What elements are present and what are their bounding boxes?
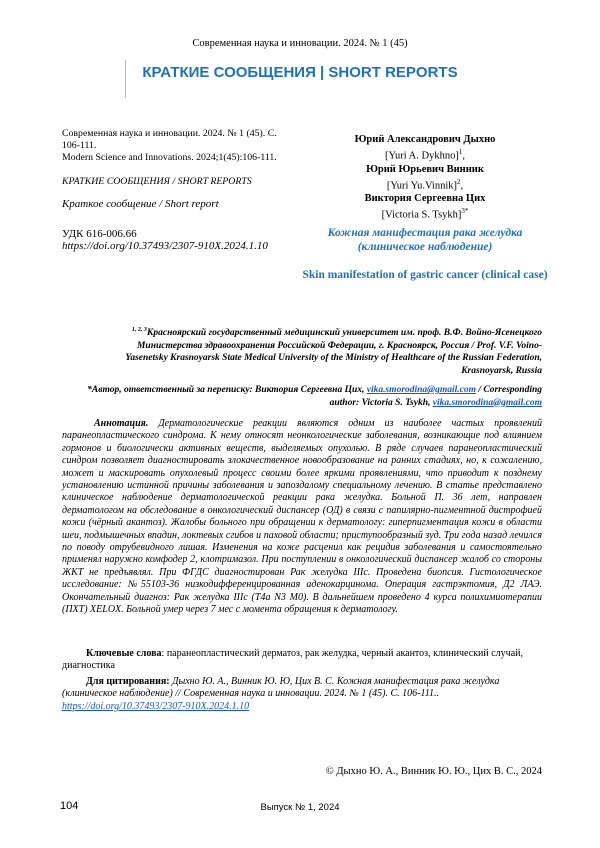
article-meta: [62, 128, 292, 252]
udk: УДК 616-006.66: [62, 228, 137, 240]
author-latin: [Yuri A. Dykhno]$^1$,: [385, 148, 465, 162]
page-number: 104: [60, 800, 79, 812]
author-latin: [Yuri Yu.Vinnik]$^2$,: [386, 177, 464, 191]
keywords-label: Ключевые слова: [86, 648, 162, 659]
email-link[interactable]: vika.smorodina@gmail.com: [366, 385, 476, 395]
author-name: Юрий Александрович Дыхно: [354, 134, 496, 145]
article-title-ru: Кожная манифестация рака желудка (клиническое наблюдение): [327, 227, 523, 253]
article-type: Краткое сообщение / Short report: [62, 198, 219, 210]
author-name: Виктория Сергеевна Цих: [364, 193, 486, 204]
email-link[interactable]: vika.smorodina@gmail.com: [432, 397, 542, 408]
header-divider: [125, 60, 126, 98]
citation-ru: Современная наука и инновации. 2024. № 1 (45). С. 106-111.: [62, 128, 277, 151]
issue-footer: Выпуск № 1, 2024: [260, 802, 340, 813]
author-latin: [Victoria S. Tsykh]$^{3*}$: [381, 207, 469, 221]
cite-label: Для цитирования:: [86, 676, 170, 687]
rubric: КРАТКИЕ СООБЩЕНИЯ / SHORT REPORTS: [62, 176, 252, 187]
doi: https://doi.org/10.37493/2307-910X.2024.1.10: [62, 240, 268, 252]
author-name: Юрий Юрьевич Винник: [366, 163, 484, 175]
article-title-en: Skin manifestation of gastric cancer (clinical case): [302, 269, 548, 281]
correspondence: *Автор, ответственный за переписку: Виктория Сергеевна Цих, vika.smorodina@gmail.com / Corresponding author: Victoria S. Tsykh, vika.smorodina@gmail.com: [87, 385, 542, 408]
doi-link[interactable]: https://doi.org/10.37493/2307-910X.2024.1.10: [62, 700, 250, 712]
citation-en: Modern Science and Innovations. 2024;1(45):106-111.: [62, 152, 277, 163]
how-to-cite: Для цитирования: Дыхно Ю. А., Винник Ю. Ю, Цих В. С. Кожная манифестация рака желудка (клиническое наблюдение) // Современная наука и инновации. 2024. № 1 (45). С. 106-111.. https://doi.org/10.37493/2307-910X.2024.1.10: [62, 676, 500, 712]
keywords: Ключевые слова: паранеопластический дерматоз, рак желудка, черный акантоз, клинический случай, диагностика: [62, 648, 523, 672]
affiliation: $^{1, 2, 3}$Красноярский государственный медицинский университет им. проф. В.Ф. Войно-Ясенецкого Министерства здравоохранения Российской Федерации, г. Красноярск, Россия / Prof. V.F. Voino-Yasenetsky Krasnoyarsk State Medical University of the Ministry of Healthcare of the Russian Federation, Krasnoyarsk, Russia: [125, 327, 542, 376]
running-header: Современная наука и инновации. 2024. № 1 (45): [192, 38, 408, 49]
section-title: КРАТКИЕ СООБЩЕНИЯ | SHORT REPORTS: [142, 64, 458, 81]
author-list: [300, 133, 550, 222]
abstract-label: Аннотация.: [94, 418, 149, 429]
abstract: Аннотация. Дерматологические реакции являются одним из наиболее частых проявлений паранеопластического синдрома. К нему относят неонкологические заболевания, возникающие под влиянием гормонов и биологически активных веществ, выделяемых опухолью. В ряде случаев паранеопластический синдром позволяет диагностировать злокачественное новообразование на ранних стадиях, но, к сожалению, может и маскировать опухолевый процесс своими более яркими проявлениями, что приводит к позднему установлению истинной причины заболевания и запоздалому специальному лечению. В статье представлено клиническое наблюдение дерматологической реакции рака желудка. Больной П. 36 лет, направлен дерматологом на обследование в онкологический диспансер (ОД) в связи с папилярно-пигментной дистрофией кожи (чёрный акантоз). Жалобы больного при обращении к дерматологу: гиперпигментация кожи в области шеи, подмышечных впадин, локтевых сгибов и паховой области; приступообразный зуд. Три года назад лечился по поводу отрубевидного лишая. Изменения на коже расценил как рецидив заболевания и самостоятельно применял наружно комфодер 2, клотримазол. При поступлении в онкологический диспансер жалоб со стороны ЖКТ не предъявлял. При ФГДС диагностирован Рак желудка IIIc. Проведена биопсия. Гистологическое исследование: №55103-36 низкодифференцированная аденокарцинома. Операция гастрэктомия, Д2 ЛАЭ. Окончательный диагноз: Рак желудка IIIc (T4a N3 M0). В дальнейшем проведено 4 курса полихимиотерапии (ПХТ) XELOX. Больной умер через 7 мес с момента обращения к дерматологу.: [62, 418, 542, 616]
copyright: © Дыхно Ю. А., Винник Ю. Ю., Цих В. С., 2024: [325, 766, 542, 777]
